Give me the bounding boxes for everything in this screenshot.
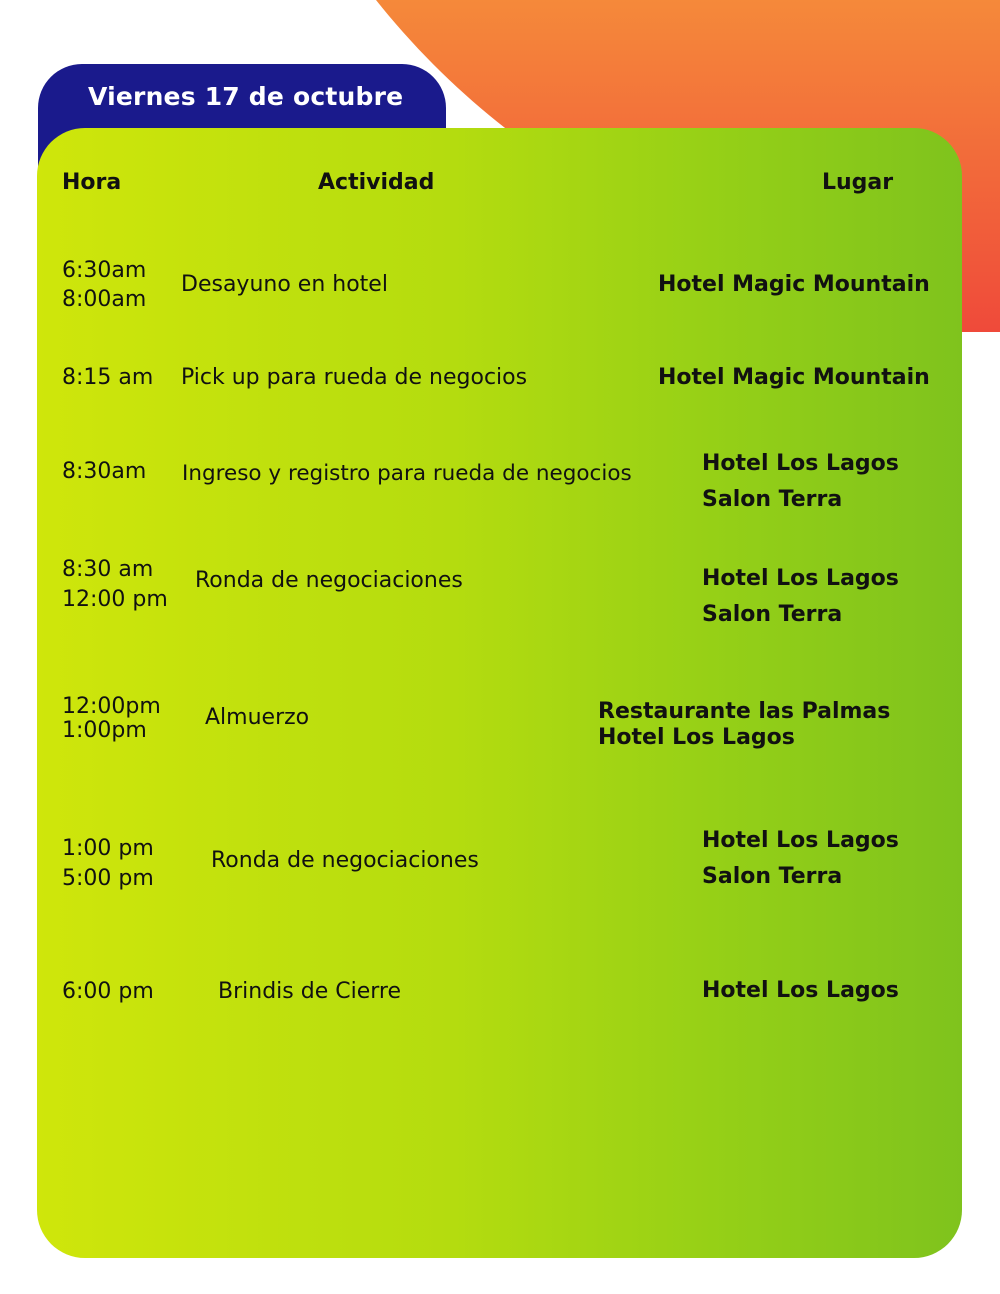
row-1-activity: Desayuno en hotel — [181, 272, 388, 297]
row-2-time-start: 8:15 am — [62, 365, 154, 390]
column-header-time: Hora — [62, 170, 122, 195]
row-5-time — [62, 695, 161, 743]
row-6-time — [62, 834, 154, 894]
column-header-activity: Actividad — [318, 170, 435, 195]
row-6-place-line-1: Hotel Los Lagos — [702, 828, 899, 853]
row-6-place — [702, 823, 899, 895]
row-6-time-start: 1:00 pm — [62, 836, 154, 861]
row-4-place-line-2: Salon Terra — [702, 602, 843, 627]
row-1-place-line-1: Hotel Magic Mountain — [658, 272, 930, 297]
row-1-time-start: 6:30am — [62, 258, 147, 283]
row-2-activity: Pick up para rueda de negocios — [181, 365, 528, 390]
row-4-place — [702, 561, 899, 633]
row-5-time-end: 1:00pm — [62, 718, 147, 743]
row-3-time — [62, 457, 146, 487]
row-4-time — [62, 555, 168, 615]
row-5-place-line-2: Hotel Los Lagos — [598, 725, 795, 750]
row-5-place-line-1: Restaurante las Palmas — [598, 699, 891, 724]
row-3-place-line-2: Salon Terra — [702, 487, 843, 512]
row-7-activity: Brindis de Cierre — [218, 979, 401, 1004]
row-3-time-start: 8:30am — [62, 459, 147, 484]
row-5-time-start: 12:00pm — [62, 694, 161, 719]
row-4-time-start: 8:30 am — [62, 557, 154, 582]
row-6-activity: Ronda de negociaciones — [211, 848, 479, 873]
row-1-time-end: 8:00am — [62, 287, 147, 312]
row-7-place-line-1: Hotel Los Lagos — [702, 978, 899, 1003]
row-5-activity: Almuerzo — [205, 705, 310, 730]
row-1-place — [658, 270, 930, 300]
row-4-time-end: 12:00 pm — [62, 587, 168, 612]
row-7-time-start: 6:00 pm — [62, 979, 154, 1004]
row-4-activity: Ronda de negociaciones — [195, 568, 463, 593]
row-5-place — [598, 699, 890, 751]
row-7-time — [62, 977, 154, 1007]
row-3-place-line-1: Hotel Los Lagos — [702, 451, 899, 476]
column-header-place: Lugar — [822, 170, 894, 195]
row-2-place — [658, 363, 930, 393]
row-2-time — [62, 363, 153, 393]
row-7-place — [702, 976, 899, 1006]
row-2-place-line-1: Hotel Magic Mountain — [658, 365, 930, 390]
row-4-place-line-1: Hotel Los Lagos — [702, 566, 899, 591]
row-6-place-line-2: Salon Terra — [702, 864, 843, 889]
row-6-time-end: 5:00 pm — [62, 866, 154, 891]
page-title: Viernes 17 de octubre — [88, 82, 404, 111]
row-1-time — [62, 256, 146, 314]
row-3-place — [702, 446, 899, 518]
row-3-activity: Ingreso y registro para rueda de negocios — [182, 461, 632, 486]
